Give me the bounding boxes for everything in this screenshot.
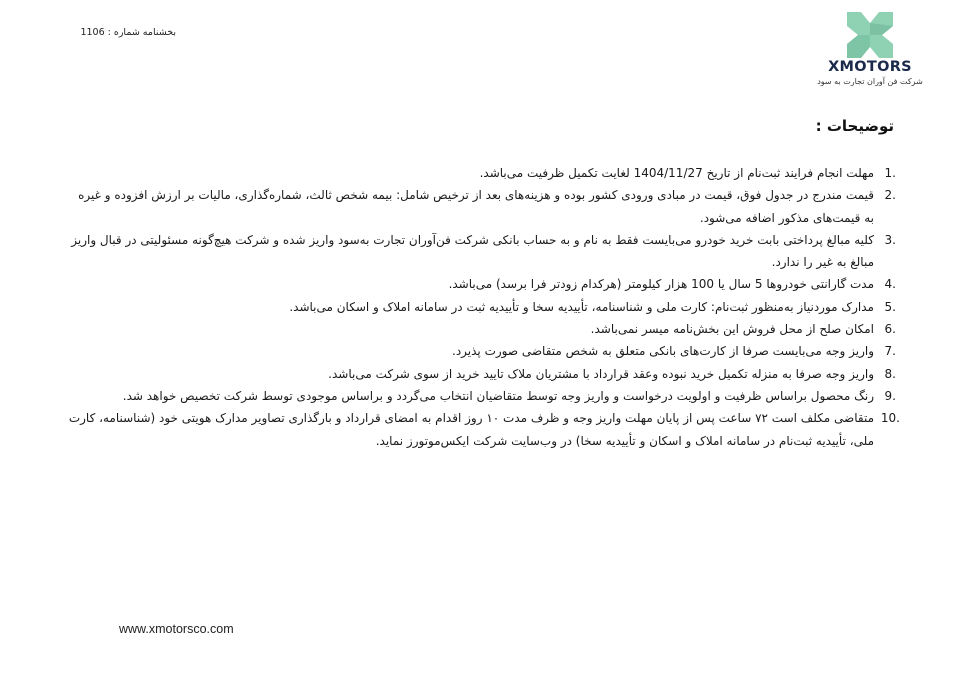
note-number: 5. — [884, 299, 896, 314]
company-logo — [808, 12, 932, 87]
note-text: مدارک موردنیاز به‌منظور ثبت‌نام: کارت ملی و شناسنامه، تأییدیه سخا و تأییدیه ثبت در سامانه املاک و اسکان می‌باشد. — [289, 299, 874, 314]
footer-website: www.xmotorsco.com — [119, 622, 234, 636]
note-item — [66, 363, 896, 385]
circular-number: بخشنامه شماره : 1106 — [80, 27, 176, 38]
note-number: 7. — [884, 344, 896, 359]
brand-tagline: شرکت فن آوران تجارت به سود — [817, 77, 923, 86]
note-text: کلیه مبالغ پرداختی بابت خرید خودرو می‌بایست فقط به نام و به حساب بانکی شرکت فن‌آوران تجارت به‌سود واریز شده و شرکت هیچ‌گونه مسئولیتی در قبال واریز مبالغ به غیر را ندارد. — [71, 232, 874, 270]
x-logo-icon — [847, 12, 893, 58]
note-item — [66, 229, 896, 274]
note-item — [66, 340, 896, 362]
note-text: مهلت انجام فرایند ثبت‌نام از تاریخ 1404/11/27 لغایت تکمیل ظرفیت می‌باشد. — [479, 166, 874, 180]
note-number: 3. — [884, 232, 896, 247]
note-number: 1. — [884, 166, 896, 180]
note-number: 10. — [880, 411, 900, 426]
note-item — [66, 184, 896, 229]
note-number: 2. — [884, 188, 896, 203]
note-item — [66, 296, 896, 318]
note-item — [66, 162, 896, 184]
note-item — [66, 385, 896, 407]
notes-list — [66, 162, 900, 452]
note-item — [66, 273, 896, 295]
note-item — [66, 318, 896, 340]
note-text: متقاضی مکلف است ۷۲ ساعت پس از پایان مهلت واریز وجه و ظرف مدت ۱۰ روز اقدام به امضای قرارداد و بارگذاری تصاویر مدارک هویتی خود (شناسنامه، کارت ملی، تأییدیه ثبت‌نام در سامانه املاک و اسکان و تأییدیه سخا) در وب‌سایت شرکت ایکس‌موتورز نماید. — [68, 411, 874, 448]
note-text: قیمت مندرج در جدول فوق، قیمت در مبادی ورودی کشور بوده و هزینه‌های بعد از ترخیص شامل: بیمه شخص ثالث، شماره‌گذاری، مالیات بر ارزش افزوده و غیره به قیمت‌های مذکور اضافه می‌شود. — [78, 188, 874, 225]
note-text: مدت گارانتی خودروها 5 سال یا 100 هزار کیلومتر (هرکدام زودتر فرا برسد) می‌باشد. — [448, 277, 874, 292]
note-item — [66, 407, 900, 452]
note-text: رنگ محصول براساس ظرفیت و اولویت درخواست و واریز وجه توسط متقاضیان انتخاب می‌گردد و براساس موجودی توسط شرکت تخصیص خواهد شد. — [122, 388, 874, 403]
note-number: 8. — [884, 366, 896, 381]
note-number: 4. — [884, 277, 896, 292]
note-text: امکان صلح از محل فروش این بخش‌نامه میسر نمی‌باشد. — [590, 322, 874, 337]
brand-name: XMOTORS — [828, 59, 912, 75]
note-text: واریز وجه می‌بایست صرفا از کارت‌های بانکی متعلق به شخص متقاضی صورت پذیرد. — [452, 344, 874, 359]
note-number: 9. — [884, 388, 896, 403]
section-title: توضیحات : — [815, 117, 894, 135]
note-text: واریز وجه صرفا به منزله تکمیل خرید نبوده وعقد قرارداد با مشتریان ملاک تایید خرید از سوی شرکت می‌باشد. — [328, 366, 874, 381]
note-number: 6. — [884, 322, 896, 337]
